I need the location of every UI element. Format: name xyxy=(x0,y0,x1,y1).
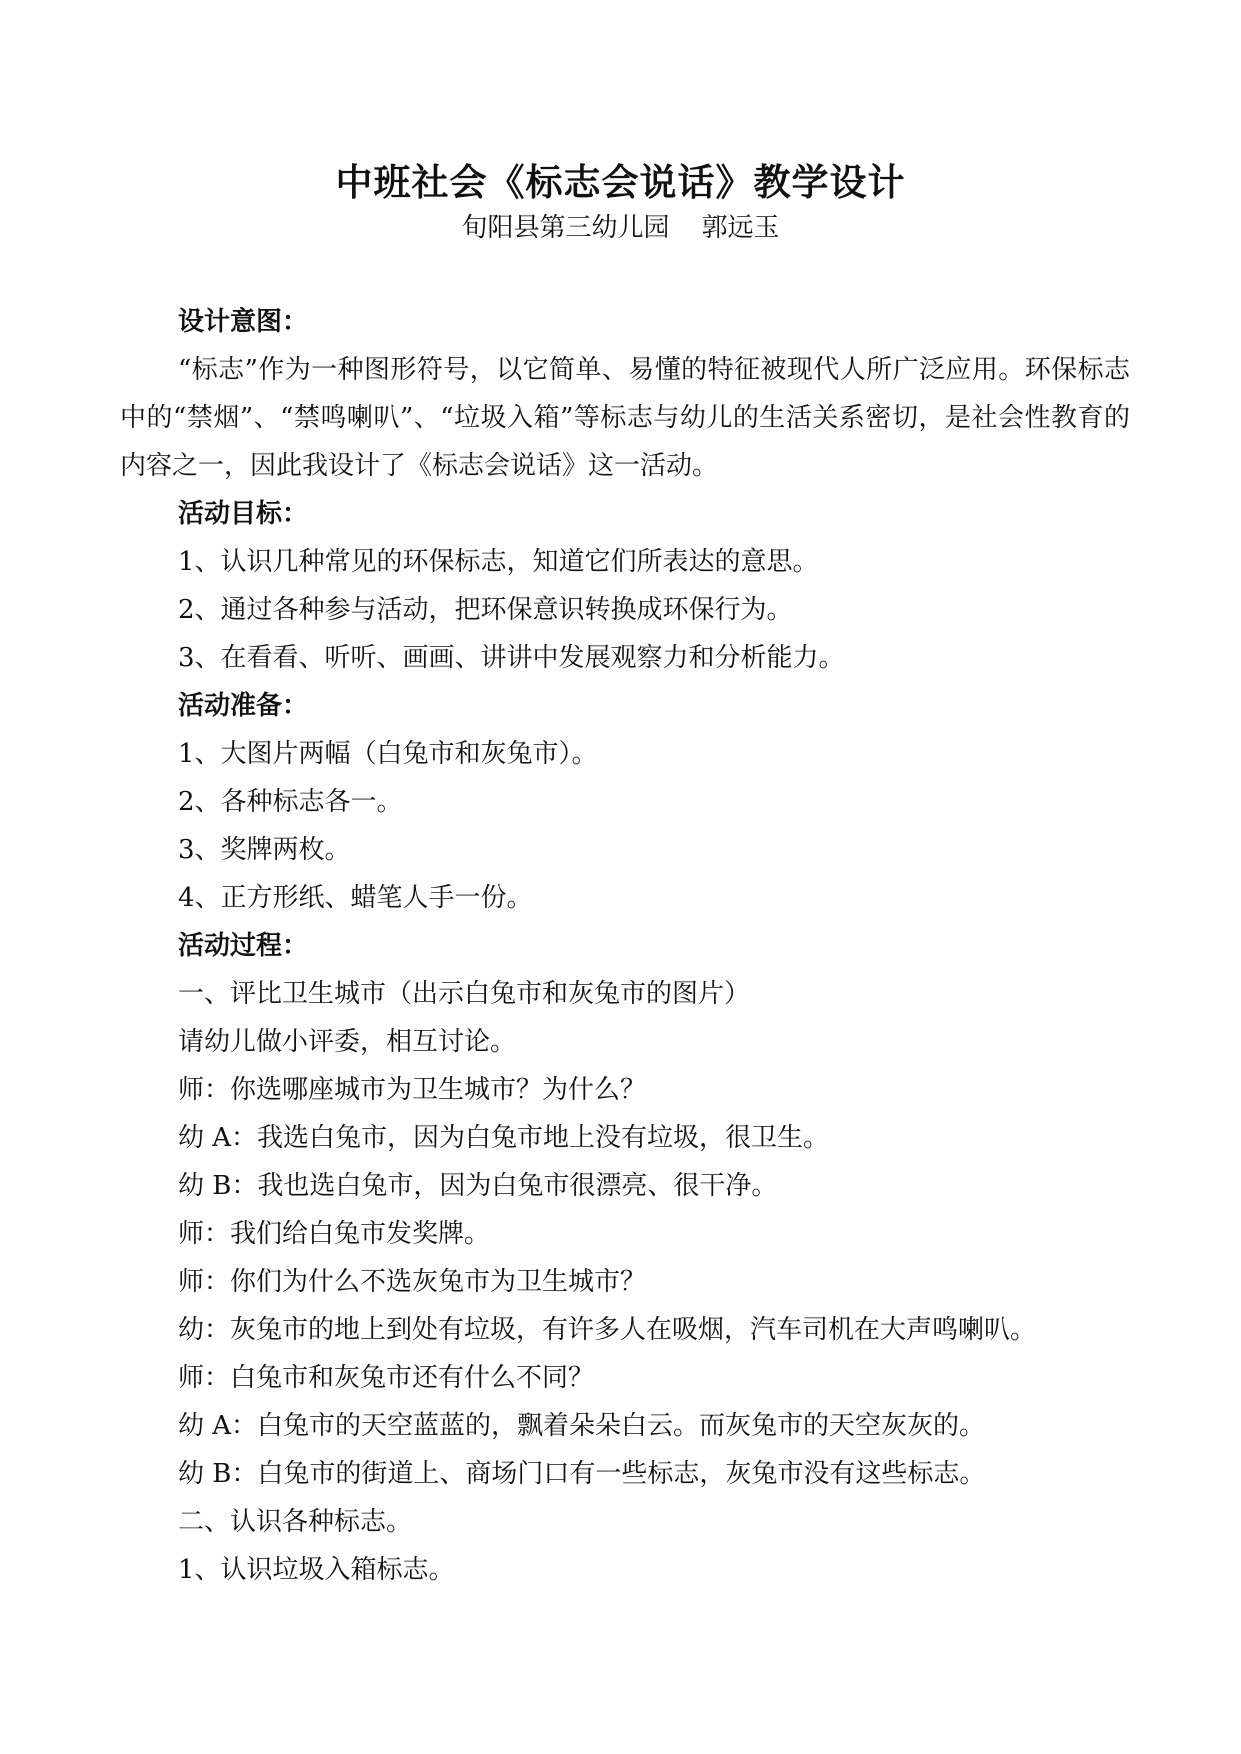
process-line: 幼 B：我也选白兔市，因为白兔市很漂亮、很干净。 xyxy=(178,1171,778,1201)
section-heading-goals: 活动目标： xyxy=(178,499,309,529)
process-line: 师：白兔市和灰兔市还有什么不同？ xyxy=(178,1363,595,1393)
process-line: 师：你选哪座城市为卫生城市？为什么？ xyxy=(178,1075,647,1105)
intent-paragraph: “标志”作为一种图形符号，以它简单、易懂的特征被现代人所广泛应用。环保标志中的“禁烟”、“禁鸣喇叭”、“垃圾入箱”等标志与幼儿的生活关系密切，是社会性教育的内容之一，因此我设计了《标志会说话》这一活动。 xyxy=(120,355,1130,481)
process-line: 1、认识垃圾入箱标志。 xyxy=(178,1555,455,1585)
prep-item: 3、奖牌两枚。 xyxy=(178,835,351,865)
prep-item: 2、各种标志各一。 xyxy=(178,787,403,817)
school-name: 旬阳县第三幼儿园 xyxy=(461,213,670,243)
goal-item: 3、在看看、听听、画画、讲讲中发展观察力和分析能力。 xyxy=(178,643,845,673)
prep-item: 1、大图片两幅（白兔市和灰兔市）。 xyxy=(178,739,598,769)
section-heading-prep: 活动准备： xyxy=(178,691,309,721)
goal-item: 1、认识几种常见的环保标志，知道它们所表达的意思。 xyxy=(178,547,819,577)
document-body xyxy=(120,298,1130,1594)
process-line: 师：你们为什么不选灰兔市为卫生城市？ xyxy=(178,1267,647,1297)
section-heading-process: 活动过程： xyxy=(178,931,309,961)
section-heading-intent: 设计意图： xyxy=(178,307,309,337)
goal-item: 2、通过各种参与活动，把环保意识转换成环保行为。 xyxy=(178,595,793,625)
prep-item: 4、正方形纸、蜡笔人手一份。 xyxy=(178,883,533,913)
author-name: 郭远玉 xyxy=(701,213,780,243)
process-line: 幼 A：白兔市的天空蓝蓝的，飘着朵朵白云。而灰兔市的天空灰灰的。 xyxy=(178,1411,986,1441)
process-line: 请幼儿做小评委，相互讨论。 xyxy=(178,1027,517,1057)
process-line: 二、认识各种标志。 xyxy=(178,1507,413,1537)
process-line: 幼 B：白兔市的街道上、商场门口有一些标志，灰兔市没有这些标志。 xyxy=(178,1459,986,1489)
process-line: 师：我们给白兔市发奖牌。 xyxy=(178,1219,491,1249)
process-line: 幼：灰兔市的地上到处有垃圾，有许多人在吸烟，汽车司机在大声鸣喇叭。 xyxy=(178,1315,1037,1345)
document-subtitle xyxy=(0,207,1241,244)
process-line: 一、评比卫生城市（出示白兔市和灰兔市的图片） xyxy=(178,979,751,1009)
document-title: 中班社会《标志会说话》教学设计 xyxy=(335,161,906,204)
process-line: 幼 A：我选白兔市，因为白兔市地上没有垃圾，很卫生。 xyxy=(178,1123,830,1153)
